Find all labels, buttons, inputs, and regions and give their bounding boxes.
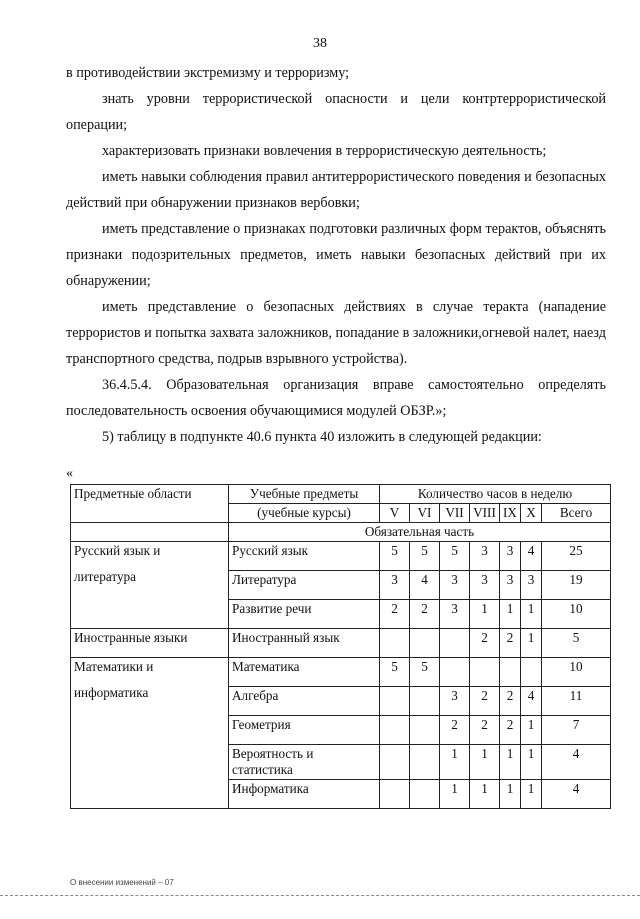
grade-header: V [380, 504, 410, 523]
page-bottom-divider [0, 895, 640, 896]
hours-cell [380, 780, 410, 809]
subject-area-cell [71, 658, 229, 809]
hours-cell: 2 [470, 629, 500, 658]
header-subject: Учебные предметы [229, 485, 380, 504]
hours-cell: 1 [500, 745, 521, 780]
total-cell: 4 [542, 745, 611, 780]
hours-cell: 2 [500, 629, 521, 658]
table-section-row [71, 523, 611, 542]
total-cell: 10 [542, 658, 611, 687]
hours-cell [521, 658, 542, 687]
curriculum-table [70, 484, 611, 809]
hours-cell [410, 780, 440, 809]
total-cell: 4 [542, 780, 611, 809]
grade-header: X [521, 504, 542, 523]
hours-cell: 3 [440, 571, 470, 600]
hours-cell: 1 [440, 780, 470, 809]
hours-cell: 1 [521, 745, 542, 780]
hours-cell: 2 [470, 716, 500, 745]
hours-cell [410, 687, 440, 716]
subject-cell: Информатика [229, 780, 380, 809]
subject-cell: Математика [229, 658, 380, 687]
hours-cell: 2 [500, 716, 521, 745]
hours-cell: 3 [380, 571, 410, 600]
grade-header: VI [410, 504, 440, 523]
hours-cell: 5 [440, 542, 470, 571]
hours-cell [410, 745, 440, 780]
hours-cell: 2 [380, 600, 410, 629]
table-body [71, 485, 611, 809]
hours-cell: 1 [500, 600, 521, 629]
opening-quote: « [66, 466, 73, 481]
hours-cell [380, 629, 410, 658]
hours-cell [470, 658, 500, 687]
total-cell: 11 [542, 687, 611, 716]
subject-cell: Иностранный язык [229, 629, 380, 658]
subject-cell: Геометрия [229, 716, 380, 745]
hours-cell [380, 687, 410, 716]
paragraph: иметь представление о безопасных действиях в случае теракта (нападение террористов и попытка захвата заложников, попадание в заложники,огневой налет, наезд транспортного средства, подрыв взрывного устройства). [66, 299, 606, 367]
table-row [71, 629, 611, 658]
hours-cell [440, 629, 470, 658]
table-row [71, 542, 611, 571]
hours-cell: 3 [500, 542, 521, 571]
hours-cell: 2 [410, 600, 440, 629]
subject-area-line: Математики и [74, 659, 154, 674]
hours-cell: 2 [500, 687, 521, 716]
grade-header: VIII [470, 504, 500, 523]
hours-cell [410, 629, 440, 658]
grade-header: VII [440, 504, 470, 523]
subject-cell: Развитие речи [229, 600, 380, 629]
header-subject-sub: (учебные курсы) [229, 504, 380, 523]
hours-cell: 3 [470, 542, 500, 571]
total-cell: 10 [542, 600, 611, 629]
hours-cell: 3 [521, 571, 542, 600]
hours-cell [410, 716, 440, 745]
paragraph: в противодействии экстремизму и терроризму; [66, 65, 350, 81]
hours-cell: 2 [440, 716, 470, 745]
hours-cell: 4 [410, 571, 440, 600]
hours-cell: 1 [521, 780, 542, 809]
hours-cell: 1 [521, 600, 542, 629]
hours-cell [380, 716, 410, 745]
table-header-row [71, 485, 611, 504]
hours-cell: 3 [440, 600, 470, 629]
subject-area-cell [71, 629, 229, 658]
hours-cell: 4 [521, 687, 542, 716]
paragraph: 5) таблицу в подпункте 40.6 пункта 40 изложить в следующей редакции: [102, 429, 542, 445]
hours-cell: 5 [380, 658, 410, 687]
footer-note: О внесении изменений – 07 [70, 878, 174, 887]
hours-cell: 1 [470, 745, 500, 780]
total-header: Всего [542, 504, 611, 523]
hours-cell: 1 [470, 780, 500, 809]
hours-cell: 1 [440, 745, 470, 780]
hours-cell: 3 [470, 571, 500, 600]
paragraph: характеризовать признаки вовлечения в террористическую деятельность; [102, 143, 547, 159]
hours-cell [500, 658, 521, 687]
hours-cell: 3 [440, 687, 470, 716]
hours-cell: 1 [521, 629, 542, 658]
subject-cell: Литература [229, 571, 380, 600]
hours-cell: 4 [521, 542, 542, 571]
paragraph: 36.4.5.4. Образовательная организация вправе самостоятельно определять последовательность освоения обучающимися модулей ОБЗР.»; [66, 377, 606, 419]
hours-cell: 1 [500, 780, 521, 809]
hours-cell: 5 [380, 542, 410, 571]
body-text [66, 60, 606, 450]
total-cell: 5 [542, 629, 611, 658]
subject-area-line: Иностранные языки [74, 630, 188, 645]
section-title: Обязательная часть [229, 523, 611, 542]
header-area: Предметные области [71, 485, 229, 523]
hours-cell: 3 [500, 571, 521, 600]
hours-cell: 5 [410, 542, 440, 571]
subject-area-line: информатика [74, 685, 149, 700]
subject-cell: Алгебра [229, 687, 380, 716]
subject-cell: Русский язык [229, 542, 380, 571]
hours-cell: 5 [410, 658, 440, 687]
grade-header: IX [500, 504, 521, 523]
hours-cell: 1 [470, 600, 500, 629]
total-cell: 19 [542, 571, 611, 600]
paragraph: иметь навыки соблюдения правил антитеррористического поведения и безопасных действий при обнаружении признаков вербовки; [66, 169, 606, 211]
subject-cell: Вероятность и статистика [229, 745, 380, 780]
subject-area-cell [71, 542, 229, 629]
total-cell: 25 [542, 542, 611, 571]
total-cell: 7 [542, 716, 611, 745]
page-number: 38 [313, 36, 327, 51]
header-hours: Количество часов в неделю [380, 485, 611, 504]
hours-cell: 1 [521, 716, 542, 745]
paragraph: иметь представление о признаках подготовки различных форм терактов, объяснять признаки подозрительных предметов, иметь навыки безопасных действий при их обнаружении; [66, 221, 606, 289]
subject-area-line: Русский язык и [74, 543, 161, 558]
subject-area-line: литература [74, 569, 136, 584]
paragraph: знать уровни террористической опасности и цели контртеррористической операции; [66, 91, 606, 133]
section-empty-cell [71, 523, 229, 542]
hours-cell [440, 658, 470, 687]
hours-cell [380, 745, 410, 780]
hours-cell: 2 [470, 687, 500, 716]
table-row [71, 658, 611, 687]
